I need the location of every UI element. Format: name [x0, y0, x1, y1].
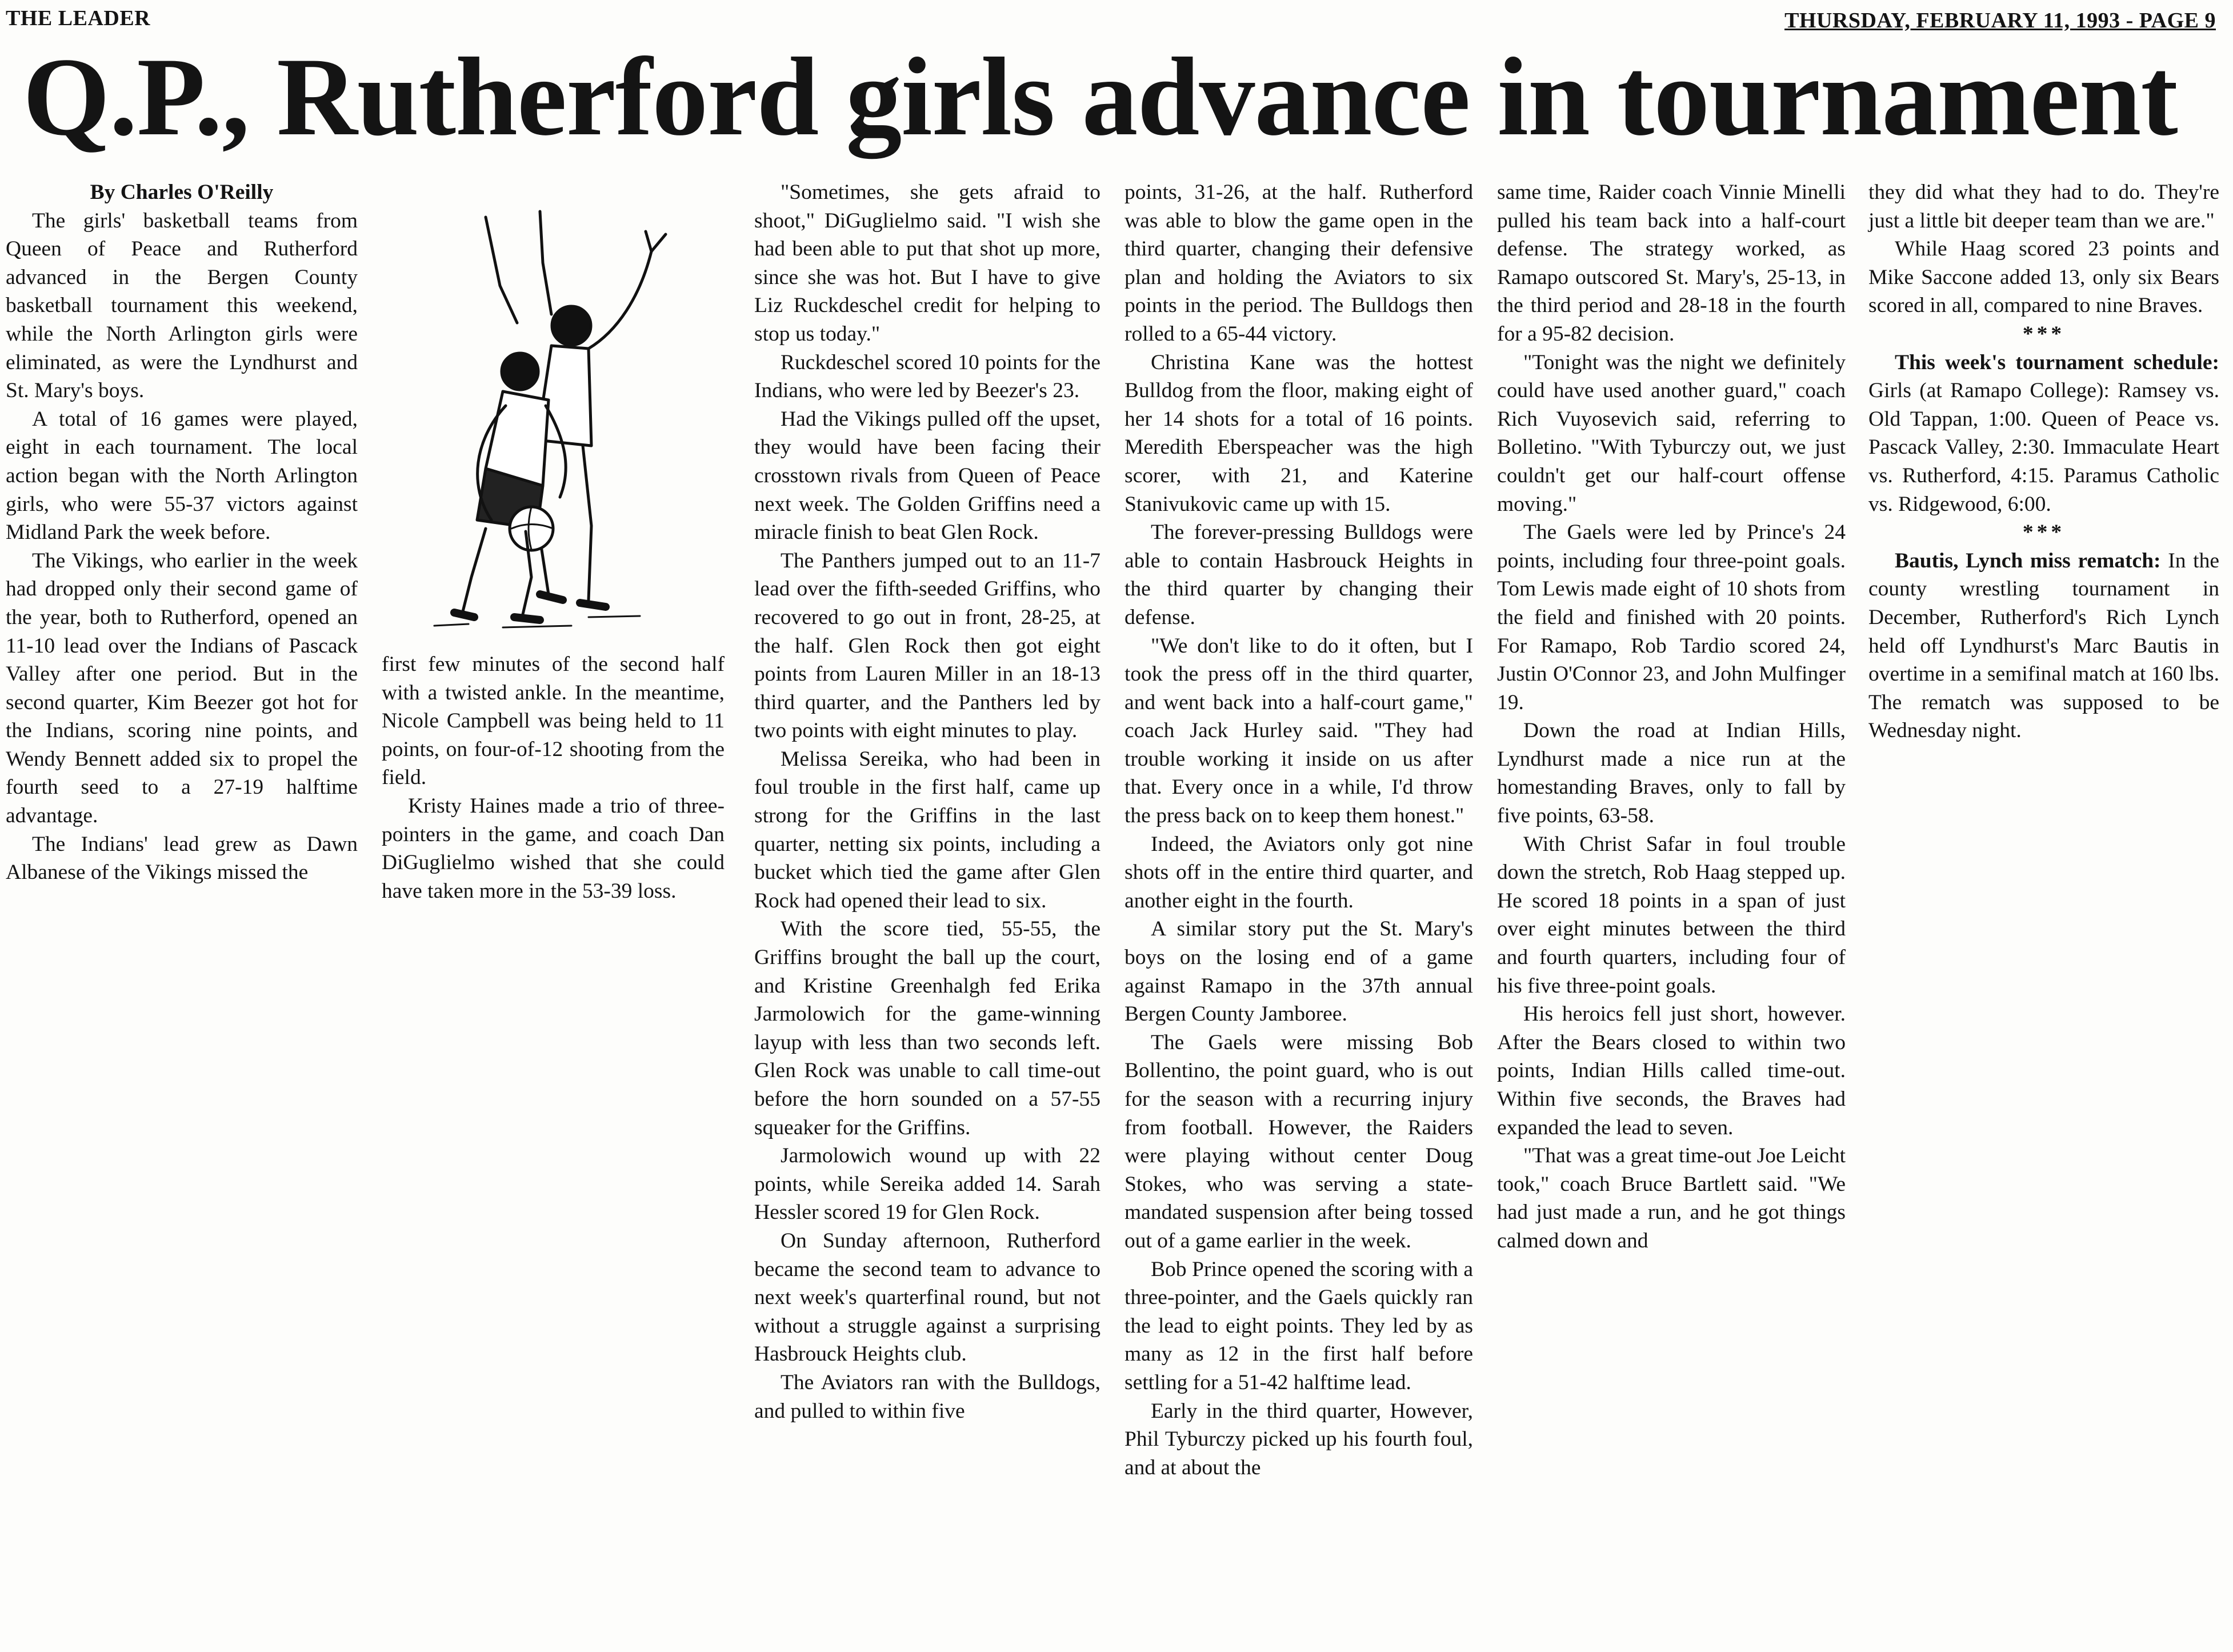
paragraph: His heroics fell just short, however. After the Bears closed to within two points, Indian Hills called time-out. Within five seconds, the Braves had expanded the lead to seven.: [1497, 1002, 1846, 1139]
paragraph: The girls' basketball teams from Queen of Peace and Rutherford advanced in the Bergen County basketball tournament this weekend, while the North Arlington girls were eliminated, as were the Lyndhurst and St. Mary's boys.: [6, 209, 358, 403]
paragraph: Kristy Haines made a trio of three-pointers in the game, and coach Dan DiGuglielmo wished that she could have taken more in the 53-39 loss.: [382, 794, 725, 903]
paragraph: first few minutes of the second half with a twisted ankle. In the meantime, Nicole Campbell was being held to 11 points, on four-of-12 shooting from the field.: [382, 653, 725, 790]
paragraph: A similar story put the St. Mary's boys on the losing end of a game against Ramapo in the 37th annual Bergen County Jamboree.: [1124, 917, 1473, 1026]
article-column-4: [1124, 178, 1473, 1482]
paragraph: A total of 16 games were played, eight in each tournament. The local action began with the North Arlington girls, who were 55-37 victors against Midland Park the week before.: [6, 407, 358, 545]
wrestling-brief: [1868, 547, 2219, 745]
paragraph: The Gaels were missing Bob Bollentino, the point guard, who is out for the season with a recurring injury from football. However, the Raiders were playing without center Doug Stokes, who was serving a state-mandated suspension after being tossed out of a game earlier in the week.: [1124, 1030, 1473, 1253]
paragraph: "We don't like to do it often, but I took the press off in the third quarter, and went back into a half-court game," coach Jack Hurley said. "They had trouble working it inside on us after that. Every once in a while, I'd throw the press back on to keep them honest.": [1124, 634, 1473, 828]
schedule-heading: This week's tournament schedule:: [1895, 350, 2219, 374]
paragraph: The Gaels were led by Prince's 24 points, including four three-point goals. Tom Lewis made eight of 10 shots from the field and finished with 20 points. For Ramapo, Rob Tardio scored 24, Justin O'Connor 23, and John Mulfinger 19.: [1497, 521, 1846, 714]
paragraph: The Aviators ran with the Bulldogs, and pulled to within five: [754, 1370, 1101, 1423]
paragraph: The Panthers jumped out to an 11-7 lead over the fifth-seeded Griffins, who recovered to go out in front, 28-25, at the half. Glen Rock then got eight points from Lauren Miller in an 18-13 third quarter, and the Panthers led by two points with eight minutes to play.: [754, 549, 1101, 743]
paragraph: they did what they had to do. They're just a little bit deeper team than we are.": [1868, 181, 2219, 233]
paragraph: Christina Kane was the hottest Bulldog from the floor, making eight of her 14 shots for a total of 16 points. Meredith Eberspeacher was the high scorer, with 21, and Katerine Stanivukovic came up with 15.: [1124, 350, 1473, 516]
paper-name: THE LEADER: [6, 6, 151, 30]
paragraph: "Sometimes, she gets afraid to shoot," DiGuglielmo said. "I wish she had been able to put that shot up more, since she was hot. But I have to give Liz Ruckdeschel credit for helping to stop us today.": [754, 181, 1101, 346]
paragraph: Melissa Sereika, who had been in foul trouble in the first half, came up strong for the Griffins in the last quarter, netting six points, including a bucket which tied the game after Glen Rock had opened their lead to six.: [754, 747, 1101, 913]
paragraph: same time, Raider coach Vinnie Minelli pulled his team back into a half-court defense. The strategy worked, as Ramapo outscored St. Mary's, 25-13, in the third period and 28-18 in the fourth for a 95-82 decision.: [1497, 181, 1846, 346]
paragraph: With Christ Safar in foul trouble down the stretch, Rob Haag stepped up. He scored 18 points in a span of just over eight minutes between the third and fourth quarters, including four of his five three-point goals.: [1497, 832, 1846, 998]
basketball-players-icon: [400, 200, 697, 646]
article-column-5: [1497, 178, 1846, 1255]
article-column-2: [382, 650, 725, 905]
brief-text: In the county wrestling tournament in December, Rutherford's Rich Lynch held off Lyndhurst's Marc Bautis in overtime in a semifinal match at 160 lbs. The rematch was supposed to be Wednesday night.: [1868, 549, 2219, 743]
schedule-text: Girls (at Ramapo College): Ramsey vs. Old Tappan, 1:00. Queen of Peace vs. Pascack Valley, 2:30. Immaculate Heart vs. Rutherford, 4:15. Paramus Catholic vs. Ridgewood, 6:00.: [1868, 379, 2219, 516]
schedule-brief: [1868, 349, 2219, 519]
paragraph: The Vikings, who earlier in the week had dropped only their second game of the year, both to Rutherford, opened an 11-10 lead over the Indians of Pascack Valley after one period. But in the second quarter, Kim Beezer got hot for the Indians, scoring nine points, and Wendy Bennett added six to propel the fourth seed to a 27-19 halftime advantage.: [6, 549, 358, 828]
paragraph: With the score tied, 55-55, the Griffins brought the ball up the court, and Kristine Greenhalgh fed Erika Jarmolowich for the game-winning layup with less than two seconds left. Glen Rock was unable to call time-out before the horn sounded on a 57-55 squeaker for the Griffins.: [754, 917, 1101, 1139]
paragraph: Jarmolowich wound up with 22 points, while Sereika added 14. Sarah Hessler scored 19 for Glen Rock.: [754, 1144, 1101, 1225]
paragraph: Down the road at Indian Hills, Lyndhurst made a nice run at the homestanding Braves, only to fall by five points, 63-58.: [1497, 719, 1846, 828]
paragraph: points, 31-26, at the half. Rutherford was able to blow the game open in the third quarter, changing their defensive plan and holding the Aviators to six points in the period. The Bulldogs then rolled to a 65-44 victory.: [1124, 181, 1473, 346]
brief-heading: Bautis, Lynch miss rematch:: [1895, 549, 2161, 573]
article-column-3: [754, 178, 1101, 1425]
article-column-6: [1868, 178, 2219, 745]
dateline: THURSDAY, FEBRUARY 11, 1993 - PAGE 9: [1784, 9, 2216, 33]
paragraph: While Haag scored 23 points and Mike Saccone added 13, only six Bears scored in all, compared to nine Braves.: [1868, 237, 2219, 318]
paragraph: Indeed, the Aviators only got nine shots off in the entire third quarter, and another eight in the fourth.: [1124, 832, 1473, 913]
basketball-players-illustration: [400, 200, 697, 646]
byline: By Charles O'Reilly: [90, 181, 274, 204]
headline: Q.P., Rutherford girls advance in tournament: [23, 35, 2178, 159]
paragraph: The forever-pressing Bulldogs were able to contain Hasbrouck Heights in the third quarter by changing their defense.: [1124, 521, 1473, 629]
paragraph: On Sunday afternoon, Rutherford became the second team to advance to next week's quarterfinal round, but not without a struggle against a surprising Hasbrouck Heights club.: [754, 1229, 1101, 1366]
article-column-1: [6, 178, 358, 887]
paragraph: Had the Vikings pulled off the upset, they would have been facing their crosstown rivals from Queen of Peace next week. The Golden Griffins need a miracle finish to beat Glen Rock.: [754, 407, 1101, 545]
paragraph: Bob Prince opened the scoring with a three-pointer, and the Gaels quickly ran the lead to eight points. They led by as many as 12 in the first half before settling for a 51-42 halftime lead.: [1124, 1257, 1473, 1394]
section-separator: ***: [2022, 322, 2066, 346]
paragraph: The Indians' lead grew as Dawn Albanese of the Vikings missed the: [6, 832, 358, 885]
paragraph: Ruckdeschel scored 10 points for the Indians, who were led by Beezer's 23.: [754, 350, 1101, 403]
paragraph: Early in the third quarter, However, Phil Tyburczy picked up his fourth foul, and at about the: [1124, 1399, 1473, 1479]
paragraph: "That was a great time-out Joe Leicht took," coach Bruce Bartlett said. "We had just made a run, and he got things calmed down and: [1497, 1144, 1846, 1253]
section-separator: ***: [2022, 521, 2066, 545]
paragraph: "Tonight was the night we definitely could have used another guard," coach Rich Vuyosevich said, referring to Bolletino. "With Tyburczy out, we just couldn't get our half-court offense moving.": [1497, 350, 1846, 516]
